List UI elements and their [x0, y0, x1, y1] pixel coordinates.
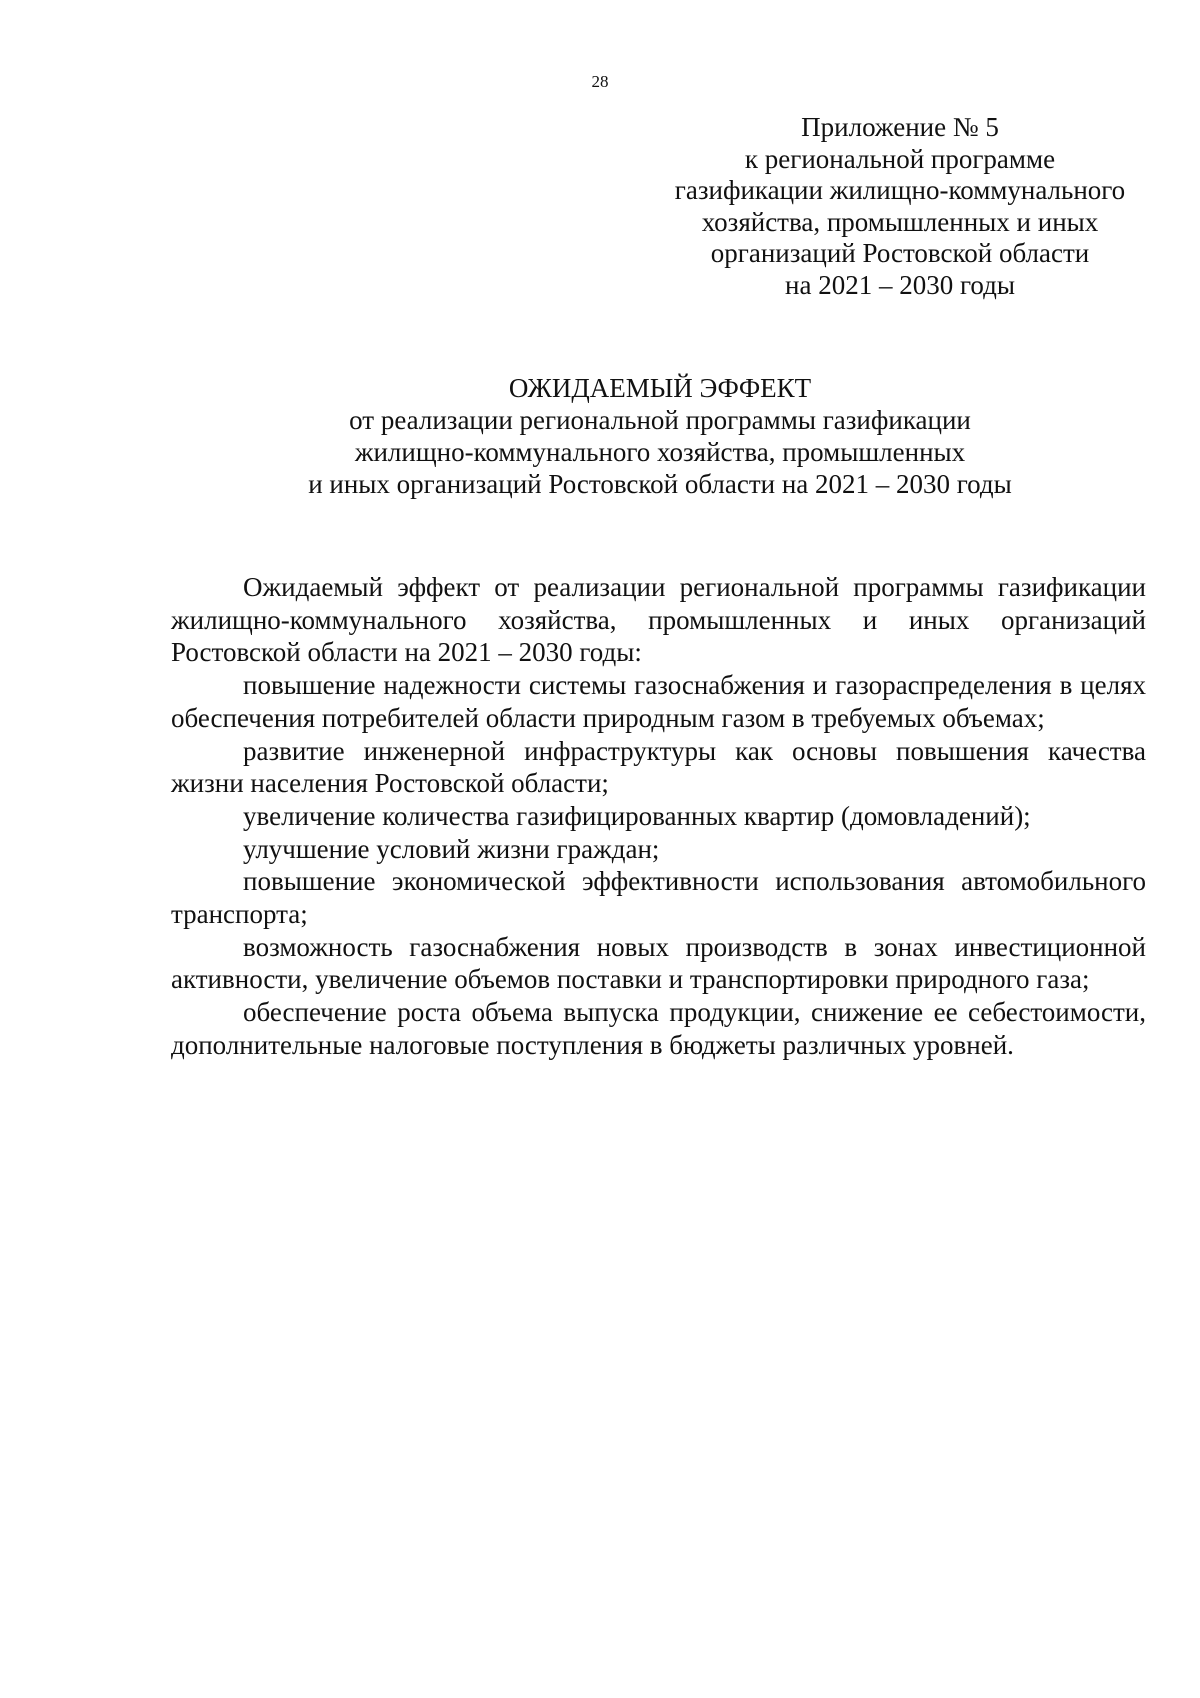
page-number: 28 [591, 72, 609, 91]
appendix-line: к региональной программе [744, 143, 1056, 174]
intro-paragraph: Ожидаемый эффект от реализации региональной программы газификации жилищно-коммунального хозяйства, промышленных и иных организаций Ростовской области на 2021 – 2030 годы: [171, 572, 1146, 668]
document-body [171, 571, 1146, 1062]
effect-item: улучшение условий жизни граждан; [243, 833, 660, 864]
appendix-line: на 2021 – 2030 годы [785, 269, 1015, 300]
appendix-block [640, 112, 1160, 301]
title-line: и иных организаций Ростовской области на 2021 – 2030 годы [308, 469, 1012, 499]
appendix-line: Приложение № 5 [801, 112, 999, 142]
document-title [0, 372, 1200, 500]
title-line: жилищно-коммунального хозяйства, промышленных [354, 437, 966, 467]
effect-item: повышение экономической эффективности использования автомобильного транспорта; [171, 866, 1146, 930]
effect-item: развитие инженерной инфраструктуры как основы повышения качества жизни населения Ростовской области; [171, 735, 1146, 799]
effect-item: возможность газоснабжения новых производств в зонах инвестиционной активности, увеличение объемов поставки и транспортировки природного газа; [171, 931, 1146, 995]
effect-item: увеличение количества газифицированных квартир (домовладений); [243, 800, 1031, 831]
title-line: от реализации региональной программы газификации [349, 405, 971, 435]
appendix-line: хозяйства, промышленных и иных [701, 206, 1099, 237]
effect-item: обеспечение роста объема выпуска продукции, снижение ее себестоимости, дополнительные налоговые поступления в бюджеты различных уровней. [171, 997, 1146, 1060]
effect-item: повышение надежности системы газоснабжения и газораспределения в целях обеспечения потребителей области природным газом в требуемых объемах; [171, 670, 1146, 733]
appendix-line: организаций Ростовской области [710, 238, 1090, 268]
appendix-line: газификации жилищно-коммунального [674, 175, 1126, 205]
title-heading: ОЖИДАЕМЫЙ ЭФФЕКТ [508, 373, 812, 403]
